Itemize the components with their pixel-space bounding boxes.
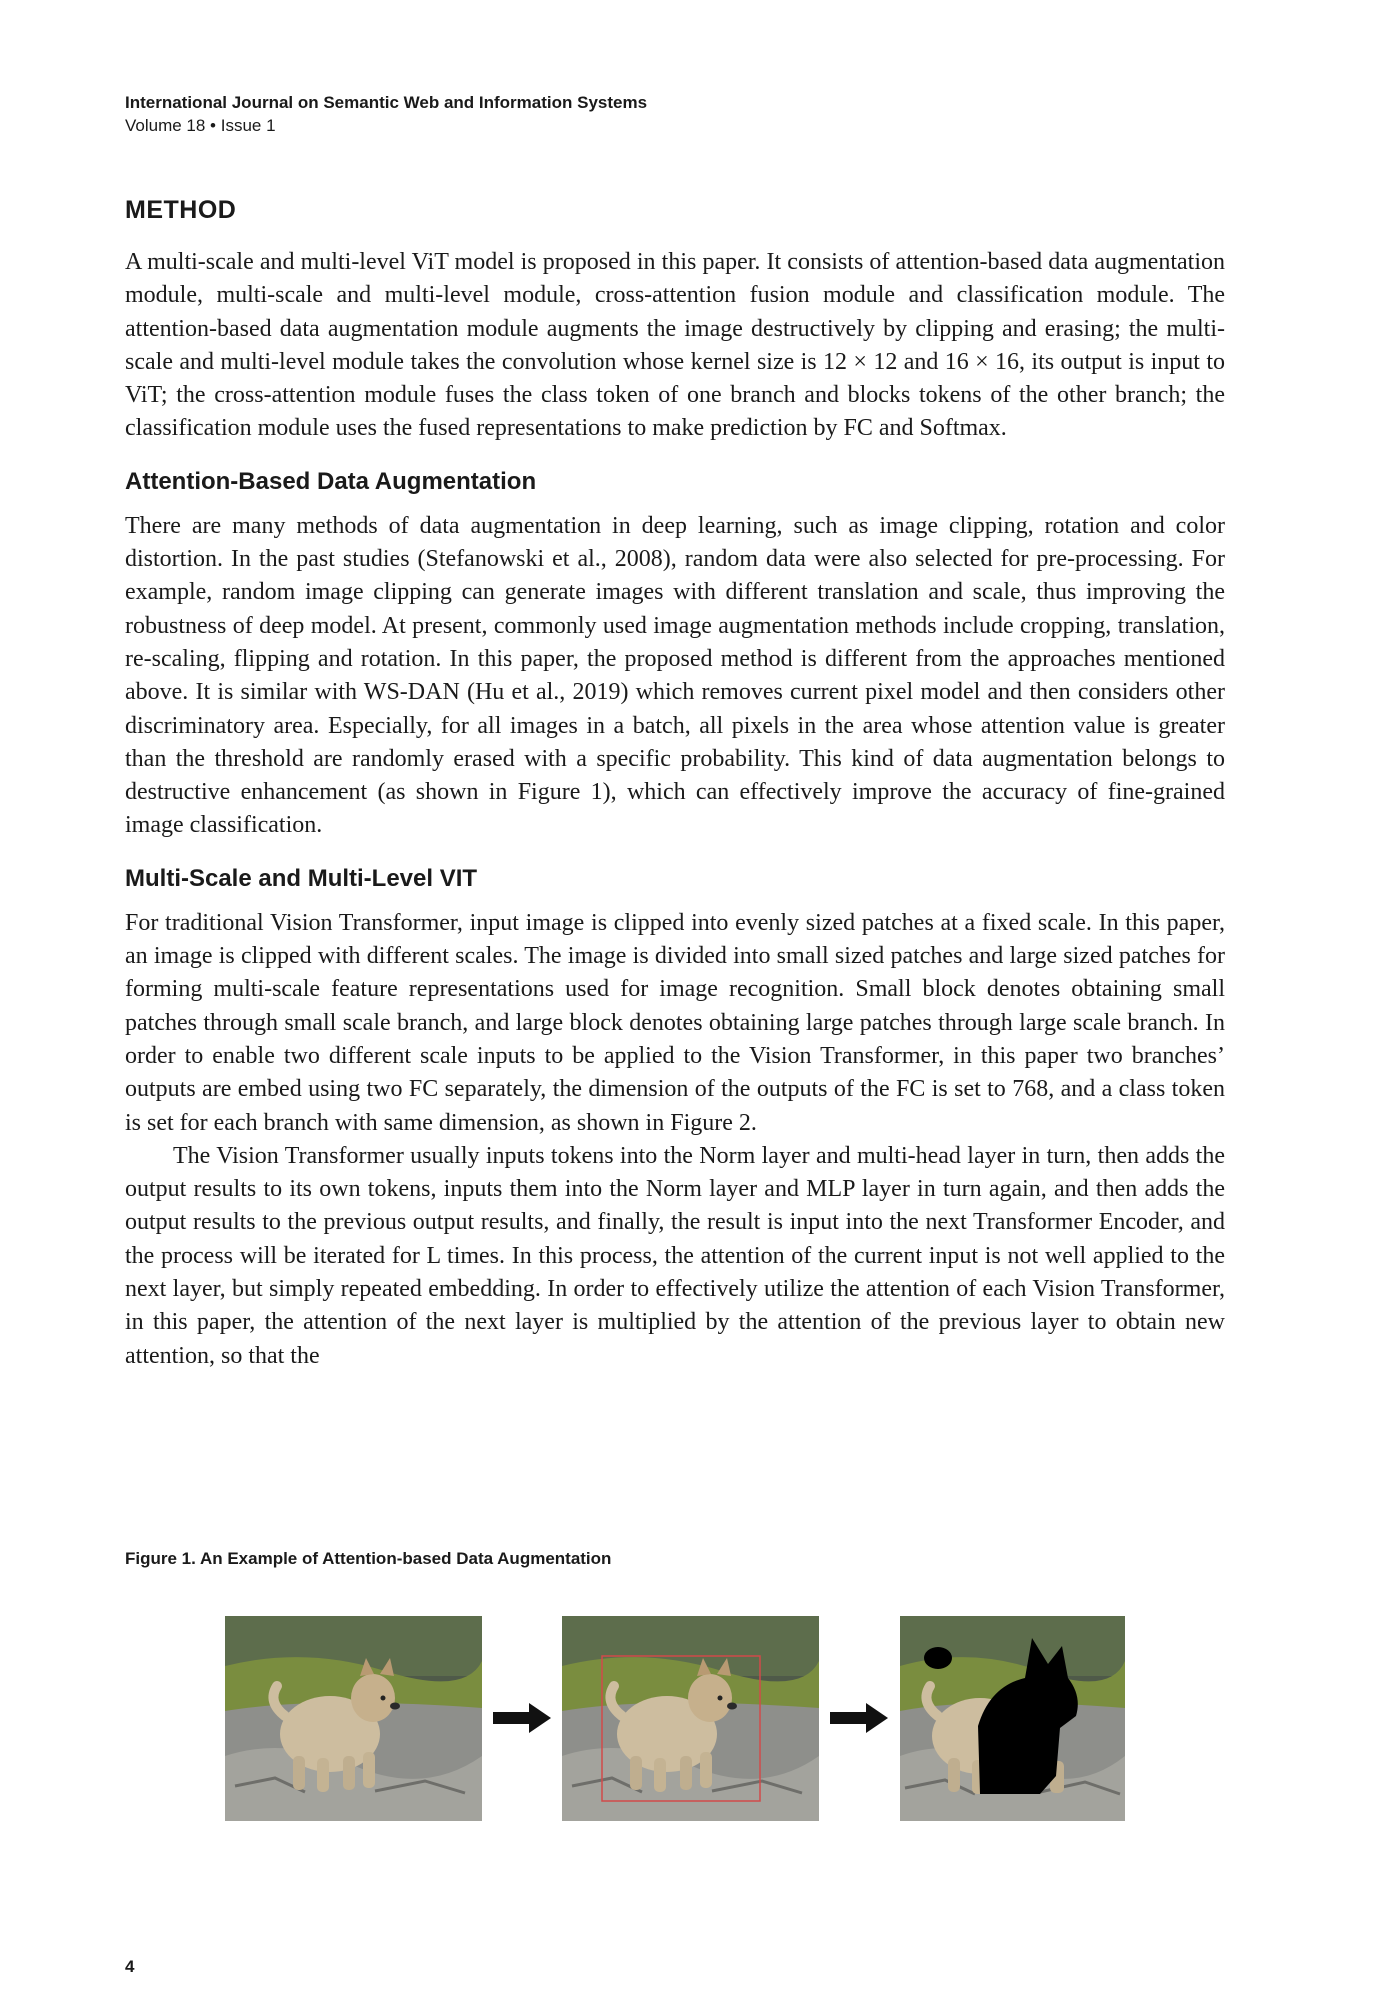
method-heading: METHOD	[125, 196, 237, 224]
attention-heading: Attention-Based Data Augmentation	[125, 467, 537, 495]
page-number: 4	[125, 1957, 135, 1976]
original-dog-photo	[225, 1616, 482, 1821]
method-paragraph: A multi-scale and multi-level ViT model is proposed in this paper. It consists of attention-based data augmentation module, multi-scale and multi-level module, cross-attention fusion module and classification module. The attention-based data augmentation module augments the image destructively by clipping and erasing; the multi-scale and multi-level module takes the convolution whose kernel size is 12 × 12 and 16 × 16, its output is input to ViT; the cross-attention module fuses the class token of one branch and blocks tokens of the other branch; the classification module uses the fused representations to make prediction by FC and Softmax.	[125, 249, 1225, 442]
main-content	[125, 194, 1225, 1373]
journal-title: International Journal on Semantic Web and Information Systems	[125, 93, 648, 112]
volume-issue: Volume 18 • Issue 1	[125, 116, 276, 135]
multiscale-paragraph-1: For traditional Vision Transformer, input image is clipped into evenly sized patches at a fixed scale. In this paper, an image is clipped with different scales. The image is divided into small sized patches and large sized patches for forming multi-scale feature representations used for image recognition. Small block denotes obtaining small patches through small scale branch, and large block denotes obtaining large patches through large scale branch. In order to enable two different scale inputs to be applied to the Vision Transformer, in this paper two branches’ outputs are embed using two FC separately, the dimension of the outputs of the FC is set to 768, and a class token is set for each branch with same dimension, as shown in Figure 2.	[125, 909, 1225, 1136]
attention-paragraph: There are many methods of data augmentation in deep learning, such as image clipping, rotation and color distortion. In the past studies (Stefanowski et al., 2008), random data were also selected for pre-processing. For example, random image clipping can generate images with different translation and scale, thus improving the robustness of deep model. At present, commonly used image augmentation methods include cropping, translation, re-scaling, flipping and rotation. In this paper, the proposed method is different from the approaches mentioned above. It is similar with WS-DAN (Hu et al., 2019) which removes current pixel model and then considers other discriminatory area. Especially, for all images in a batch, all pixels in the area whose attention value is greater than the threshold are randomly erased with a specific probability. This kind of data augmentation belongs to destructive enhancement (as shown in Figure 1), which can effectively improve the accuracy of fine-grained image classification.	[125, 512, 1225, 839]
right-arrow-icon	[830, 1703, 888, 1733]
erased-dog-photo	[900, 1616, 1125, 1821]
multiscale-paragraph-2: The Vision Transformer usually inputs tokens into the Norm layer and multi-head layer in turn, then adds the output results to its own tokens, inputs them into the Norm layer and MLP layer in turn again, and then adds the output results to the previous output results, and finally, the result is input into the next Transformer Encoder, and the process will be iterated for L times. In this process, the attention of the current input is not well applied to the next layer, but simply repeated embedding. In order to effectively utilize the attention of each Vision Transformer, in this paper, the attention of the next layer is multiplied by the attention of the previous layer to obtain new attention, so that the	[125, 1142, 1225, 1369]
figure-1	[225, 1616, 1125, 1821]
journal-header	[125, 92, 1225, 138]
multiscale-heading: Multi-Scale and Multi-Level VIT	[125, 864, 478, 892]
right-arrow-icon	[493, 1703, 551, 1733]
clipped-dog-photo	[562, 1616, 819, 1821]
figure-caption: Figure 1. An Example of Attention-based Data Augmentation	[125, 1549, 612, 1568]
